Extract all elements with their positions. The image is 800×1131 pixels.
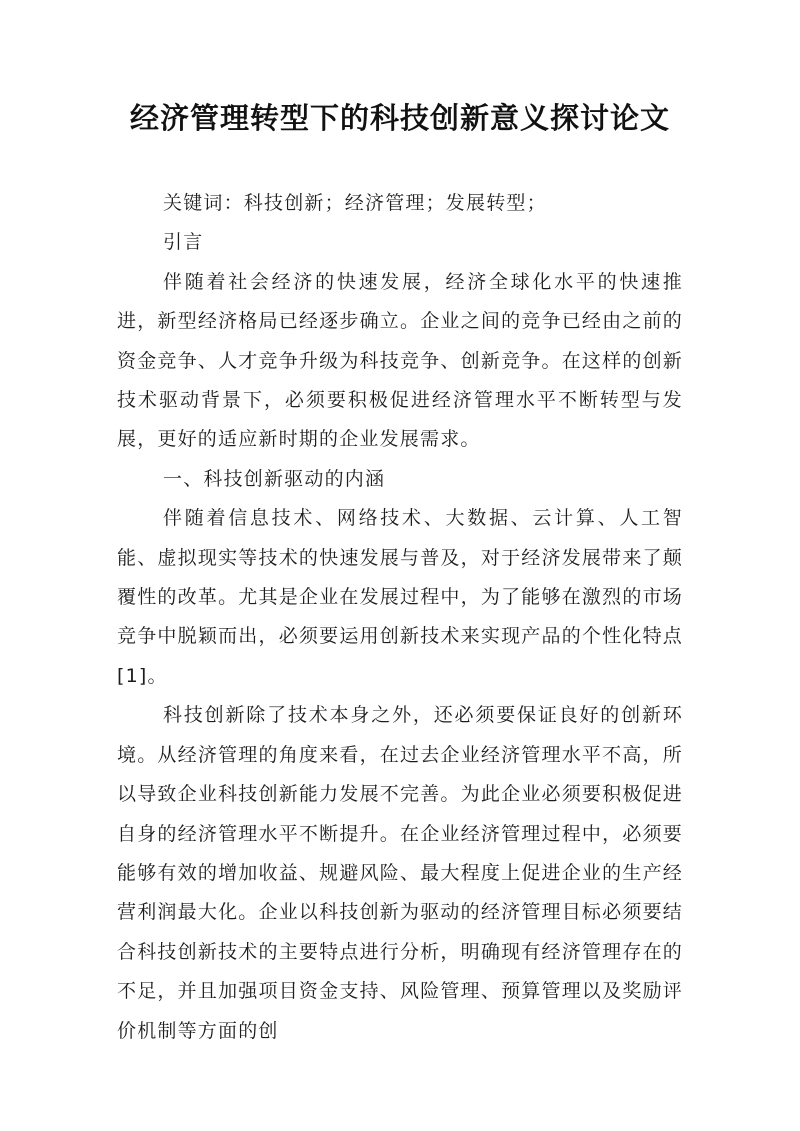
section-heading-1: 一、科技创新驱动的内涵 bbox=[163, 467, 386, 490]
intro-heading: 引言 bbox=[163, 231, 204, 254]
keywords-line: 关键词：科技创新；经济管理；发展转型； bbox=[163, 192, 547, 214]
paragraph-tech-development: 伴随着信息技术、网络技术、大数据、云计算、人工智能、虚拟现实等技术的快速发展与普及，对于经济发展带来了颠覆性的改革。尤其是企业在发展过程中，为了能够在激烈的市场竞争中脱颖而出，必须要运用创新技术来实现产品的个性化特点[1]。 bbox=[117, 507, 683, 687]
paragraph-innovation-environment: 科技创新除了技术本身之外，还必须要保证良好的创新环境。从经济管理的角度来看，在过去企业经济管理水平不高，所以导致企业科技创新能力发展不完善。为此企业必须要积极促进自身的经济管理水平不断提升。在企业经济管理过程中，必须要能够有效的增加收益、规避风险、最大程度上促进企业的生产经营利润最大化。企业以科技创新为驱动的经济管理目标必须要结合科技创新技术的主要特点进行分析，明确现有经济管理存在的不足，并且加强项目资金支持、风险管理、预算管理以及奖励评价机制等方面的创 bbox=[117, 704, 683, 1042]
document-body bbox=[117, 184, 683, 1051]
document-title: 经济管理转型下的科技创新意义探讨论文 bbox=[129, 101, 670, 135]
paragraph-intro: 伴随着社会经济的快速发展，经济全球化水平的快速推进，新型经济格局已经逐步确立。企业之间的竞争已经由之前的资金竞争、人才竞争升级为科技竞争、创新竞争。在这样的创新技术驱动背景下，必须要积极促进经济管理水平不断转型与发展，更好的适应新时期的企业发展需求。 bbox=[117, 270, 683, 451]
